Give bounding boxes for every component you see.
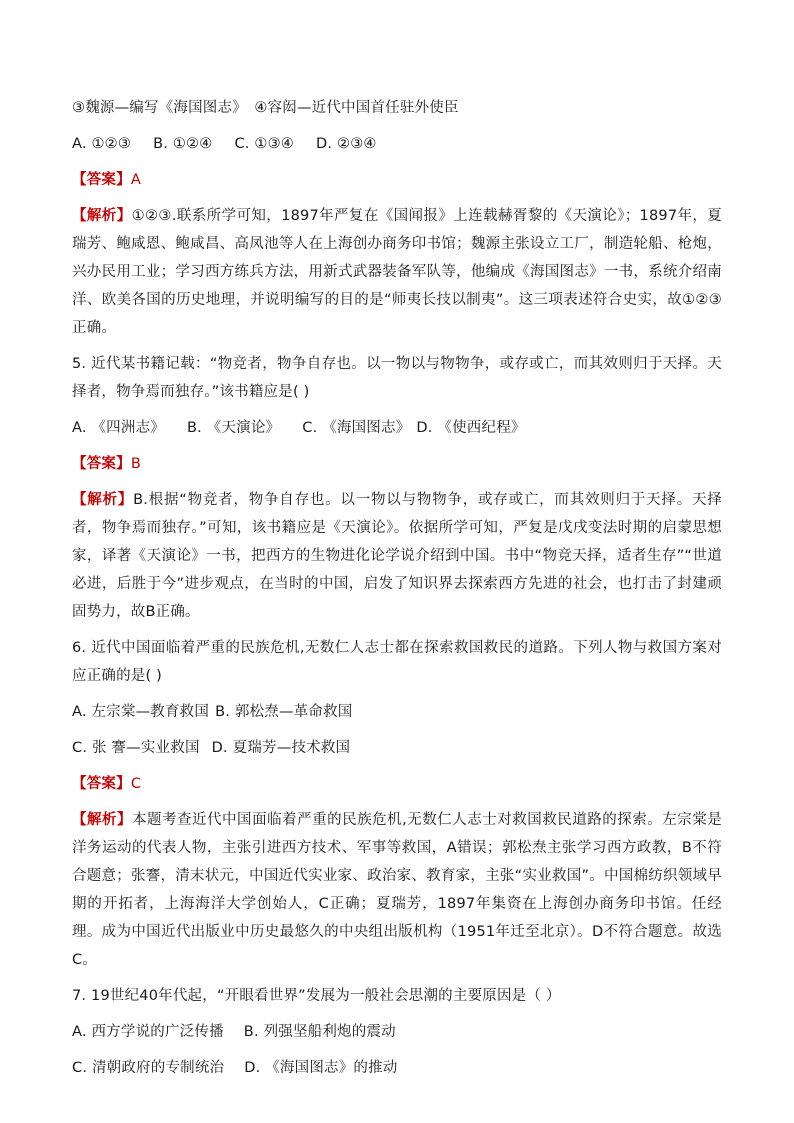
- analysis-tag: 【解析】: [72, 208, 132, 224]
- q5-answer: [72, 450, 722, 478]
- q5-options: [72, 414, 722, 442]
- q7-stem: 7. 19世纪40年代起，“开眼看世界”发展为一般社会思潮的主要原因是（ ）: [72, 988, 561, 1004]
- q6-options-cd: [72, 734, 722, 762]
- q7-options-cd: [72, 1054, 722, 1082]
- q5-option-d: D. 《使西纪程》: [416, 420, 526, 436]
- q4-option-a: A. ①②③: [72, 136, 132, 152]
- q4-option-c: C. ①③④: [234, 136, 295, 152]
- answer-tag: 【答案】: [72, 776, 131, 792]
- q5-stem: 5. 近代某书籍记载：“物竞者，物争自存也。以一物以与物物争，或存或亡，而其效则归于天择。天择者，物争焉而独存。”该书籍应是( ): [72, 356, 722, 400]
- q4-options: [72, 130, 722, 158]
- q7-option-d: D. 《海国图志》的推动: [244, 1060, 398, 1076]
- q7-options-ab: [72, 1018, 722, 1046]
- answer-value: A: [130, 172, 141, 188]
- analysis-text: 本题考查近代中国面临着严重的民族危机,无数仁人志士对救国救民道路的探索。左宗棠是洋务运动的代表人物，主张引进西方技术、军事等救国，A错误；郭松焘主张学习西方政教，B不符合题意；张謇，清末状元，中国近代实业家、政治家、教育家，主张“实业救国”。中国棉纺织领域早期的开拓者，上海海洋大学创始人，C正确；夏瑞芳，1897年集资在上海创办商务印书馆。任经理。成为中国近代出版业中历史最悠久的中央组出版机构（1951年迁至北京）。D不符合题意。故选C。: [72, 812, 722, 968]
- q5-option-a: A. 《四洲志》: [72, 420, 165, 436]
- q6-option-c: C. 张 謇—实业救国: [72, 740, 200, 756]
- q4-option-b: B. ①②④: [153, 136, 213, 152]
- analysis-text: ①②③.联系所学可知，1897年严复在《国闻报》上连载赫胥黎的《天演论》；1897年，夏瑞芳、鲍咸恩、鲍咸昌、高凤池等人在上海创办商务印书馆；魏源主张设立工厂，制造轮船、枪炮，兴办民用工业；学习西方练兵方法，用新式武器装备军队等，他编成《海国图志》一书，系统介绍南洋、欧美各国的历史地理，并说明编写的目的是“师夷长技以制夷”。这三项表述符合史实，故①②③正确。: [72, 208, 722, 336]
- q6-option-d: D. 夏瑞芳—技术救国: [211, 740, 351, 756]
- q6-answer: [72, 770, 722, 798]
- q4-option-d: D. ②③④: [316, 136, 377, 152]
- q6-analysis: [72, 806, 722, 974]
- q4-answer: [72, 166, 722, 194]
- answer-tag: 【答案】: [72, 456, 131, 472]
- analysis-tag: 【解析】: [72, 812, 133, 828]
- q5-option-c: C. 《海国图志》: [302, 420, 411, 436]
- q7-option-c: C. 清朝政府的专制统治: [72, 1060, 225, 1076]
- q5-option-b: B. 《天演论》: [186, 420, 281, 436]
- q6-option-a: A. 左宗棠—教育救国: [72, 704, 210, 720]
- q5-analysis: [72, 486, 722, 626]
- q7-option-b: B. 列强坚船利炮的震动: [243, 1024, 396, 1040]
- q4-analysis: [72, 202, 722, 342]
- q4-continuation: ③魏源—编写《海国图志》 ④容闳—近代中国首任驻外使臣: [72, 100, 459, 116]
- q6-options-ab: [72, 698, 722, 726]
- answer-value: C: [130, 776, 142, 792]
- analysis-text: B.根据“物竞者，物争自存也。以一物以与物物争，或存或亡，而其效则归于天择。天择者，物争焉而独存。”可知，该书籍应是《天演论》。依据所学可知，严复是戊戌变法时期的启蒙思想家，译著《天演论》一书，把西方的生物进化论学说介绍到中国。书中“物竞天择，适者生存”“世道必进，后胜于今”进步观点，在当时的中国，启发了知识界去探索西方先进的社会，也打击了封建顽固势力，故B正确。: [72, 492, 722, 620]
- q7-option-a: A. 西方学说的广泛传播: [72, 1024, 224, 1040]
- analysis-tag: 【解析】: [72, 492, 134, 508]
- q6-stem: 6. 近代中国面临着严重的民族危机,无数仁人志士都在探索救国救民的道路。下列人物与救国方案对应正确的是( ): [72, 640, 722, 684]
- answer-value: B: [130, 456, 141, 472]
- q6-option-b: B. 郭松焘—革命救国: [215, 704, 353, 720]
- answer-tag: 【答案】: [72, 172, 131, 188]
